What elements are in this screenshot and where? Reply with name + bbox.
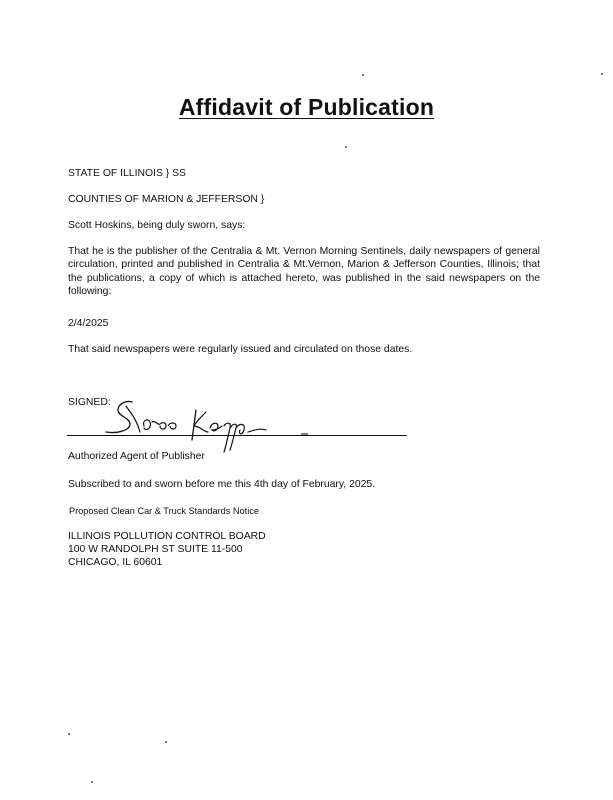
address-line: CHICAGO, IL 60601: [68, 557, 163, 568]
scan-speck: [601, 73, 603, 75]
scan-speck: [165, 741, 167, 743]
scan-speck: [68, 733, 70, 735]
scan-speck: [362, 74, 364, 76]
publication-date: 2/4/2025: [68, 318, 109, 329]
sworn-statement: Scott Hoskins, being duly sworn, says:: [68, 220, 246, 231]
page-title: Affidavit of Publication: [178, 94, 435, 120]
scan-speck: [345, 146, 347, 148]
signature-caption: Authorized Agent of Publisher: [68, 451, 205, 462]
body-paragraph: That he is the publisher of the Centralia & Mt. Vernon Morning Sentinels, daily newspapers of general circulation, printed and published in Centralia & Mt.Vernon, Marion & Jefferson Counties, Illinois; that the publications, a copy of which is attached hereto, was published in the said newspapers on the following:: [68, 246, 540, 298]
signed-label: SIGNED:: [68, 397, 111, 408]
recipient-address: [68, 530, 266, 569]
scan-speck: [91, 781, 93, 783]
issued-statement: That said newspapers were regularly issued and circulated on those dates.: [68, 344, 413, 355]
signature-line: [67, 435, 407, 436]
handwritten-signature: [96, 388, 326, 458]
state-line: STATE OF ILLINOIS } SS: [68, 168, 186, 179]
notice-title: Proposed Clean Car & Truck Standards Notice: [69, 506, 259, 516]
subscribed-statement: Subscribed to and sworn before me this 4th day of February, 2025.: [68, 479, 376, 490]
address-line: ILLINOIS POLLUTION CONTROL BOARD: [68, 531, 266, 542]
counties-line: COUNTIES OF MARION & JEFFERSON }: [68, 194, 265, 205]
address-line: 100 W RANDOLPH ST SUITE 11-500: [68, 544, 243, 555]
